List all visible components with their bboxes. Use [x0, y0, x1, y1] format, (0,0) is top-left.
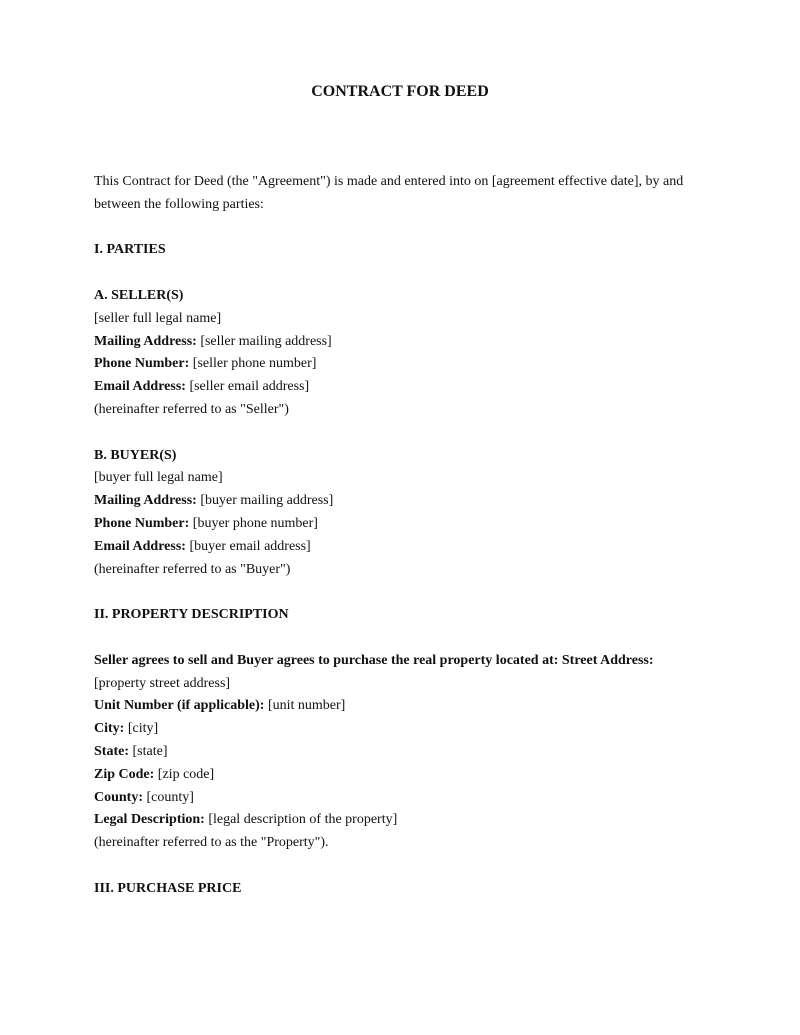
- section-heading-property: II. PROPERTY DESCRIPTION: [94, 607, 289, 623]
- seller-email-value: [seller email address]: [185, 379, 310, 395]
- property-state-value: [state]: [129, 743, 168, 759]
- property-city-value: [city]: [124, 721, 159, 737]
- document-title: CONTRACT FOR DEED: [311, 83, 489, 100]
- seller-mailing-address: [94, 331, 706, 354]
- buyer-phone-value: [buyer phone number]: [189, 515, 318, 531]
- intro-paragraph: This Contract for Deed (the "Agreement") is made and entered into on [agreement effective date], by and between the following parties:: [94, 174, 684, 212]
- seller-phone-label: Phone Number:: [94, 356, 190, 372]
- buyer-reference: (hereinafter referred to as "Buyer"): [94, 561, 291, 577]
- section-heading-purchase-price: III. PURCHASE PRICE: [94, 880, 242, 896]
- property-county-label: County:: [94, 789, 144, 805]
- property-zip-code: [94, 764, 706, 787]
- seller-name: [seller full legal name]: [94, 310, 222, 326]
- buyer-mailing-value: [buyer mailing address]: [196, 493, 334, 509]
- property-state-label: State:: [94, 743, 129, 759]
- seller-mailing-value: [seller mailing address]: [196, 333, 332, 349]
- property-unit-label: Unit Number (if applicable):: [94, 698, 265, 714]
- seller-reference: (hereinafter referred to as "Seller"): [94, 401, 289, 417]
- seller-mailing-label: Mailing Address:: [94, 333, 197, 349]
- buyer-email-address: [94, 536, 706, 559]
- property-zip-value: [zip code]: [154, 766, 215, 782]
- buyer-heading: B. BUYER(S): [94, 447, 177, 463]
- property-legal-label: Legal Description:: [94, 812, 205, 828]
- property-county: [94, 787, 706, 810]
- buyer-email-label: Email Address:: [94, 538, 186, 554]
- document-body: [94, 171, 706, 901]
- property-lead: Seller agrees to sell and Buyer agrees to purchase the real property located at: Street Address:: [94, 652, 654, 668]
- seller-block: [94, 285, 706, 422]
- property-city: [94, 718, 706, 741]
- buyer-mailing-address: [94, 490, 706, 513]
- seller-phone-number: [94, 353, 706, 376]
- seller-email-address: [94, 376, 706, 399]
- property-legal-value: [legal description of the property]: [204, 812, 398, 828]
- property-county-value: [county]: [143, 789, 194, 805]
- property-state: [94, 741, 706, 764]
- buyer-phone-label: Phone Number:: [94, 515, 190, 531]
- buyer-name: [buyer full legal name]: [94, 470, 223, 486]
- buyer-block: [94, 445, 706, 582]
- buyer-mailing-label: Mailing Address:: [94, 493, 197, 509]
- property-block: [94, 650, 706, 855]
- property-street-address: [property street address]: [94, 675, 231, 691]
- property-legal-description: [94, 809, 706, 832]
- property-reference: (hereinafter referred to as the "Property").: [94, 835, 329, 851]
- seller-phone-value: [seller phone number]: [189, 356, 317, 372]
- seller-email-label: Email Address:: [94, 379, 186, 395]
- property-unit-value: [unit number]: [264, 698, 346, 714]
- property-city-label: City:: [94, 721, 125, 737]
- buyer-phone-number: [94, 513, 706, 536]
- seller-heading: A. SELLER(S): [94, 287, 184, 303]
- section-heading-parties: I. PARTIES: [94, 242, 166, 258]
- buyer-email-value: [buyer email address]: [185, 538, 311, 554]
- property-zip-label: Zip Code:: [94, 766, 155, 782]
- property-unit-number: [94, 695, 706, 718]
